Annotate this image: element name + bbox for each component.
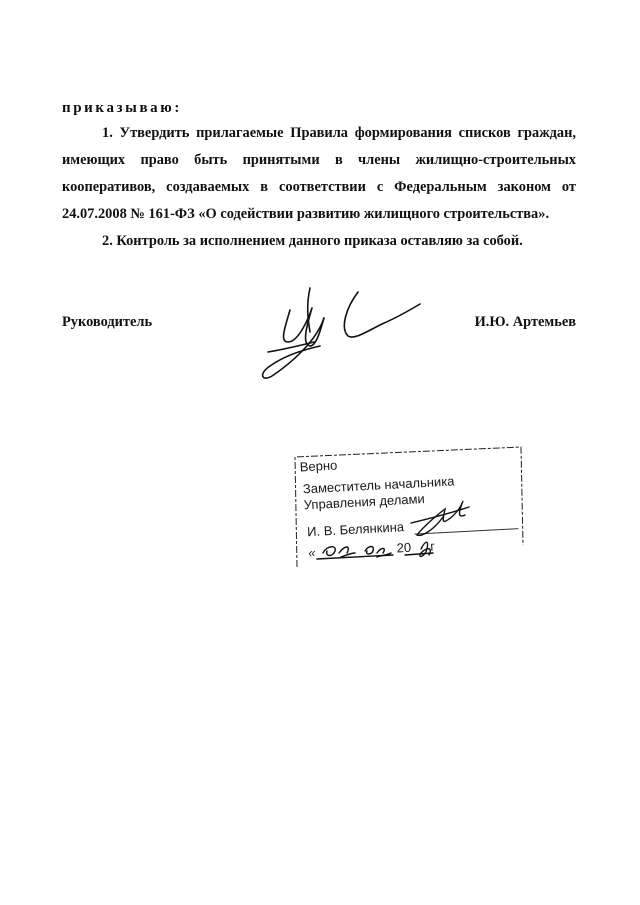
order-heading: приказываю: xyxy=(62,100,182,116)
order-item-2: 2. Контроль за исполнением данного приказа оставляю за собой. xyxy=(102,233,523,249)
stamp-verified-label: Верно xyxy=(299,457,338,475)
signatory-title: Руководитель xyxy=(62,314,153,330)
certification-stamp xyxy=(293,445,525,567)
order-item-1: 1. Утвердить прилагаемые Правила формирования списков граждан, имеющих право быть принятыми в члены жилищно-строительных кооперативов, создаваемых в соответствии с Федеральным законом от 24.07.2008 № 161-ФЗ «О содействии развитию жилищного строительства». xyxy=(62,125,576,222)
stamp-position-line-2: Управления делами xyxy=(303,491,426,513)
stamp-date-suffix: г xyxy=(429,538,436,554)
handwritten-signature xyxy=(250,280,430,390)
stamp-handwriting xyxy=(293,445,525,567)
stamp-position-line-1: Заместитель начальника xyxy=(302,473,455,497)
signatory-name: И.Ю. Артемьев xyxy=(474,314,576,330)
stamp-date-quote: « xyxy=(307,544,316,561)
stamp-official-name: И. В. Белянкина xyxy=(306,519,405,540)
stamp-date-year: 20 xyxy=(396,539,412,556)
